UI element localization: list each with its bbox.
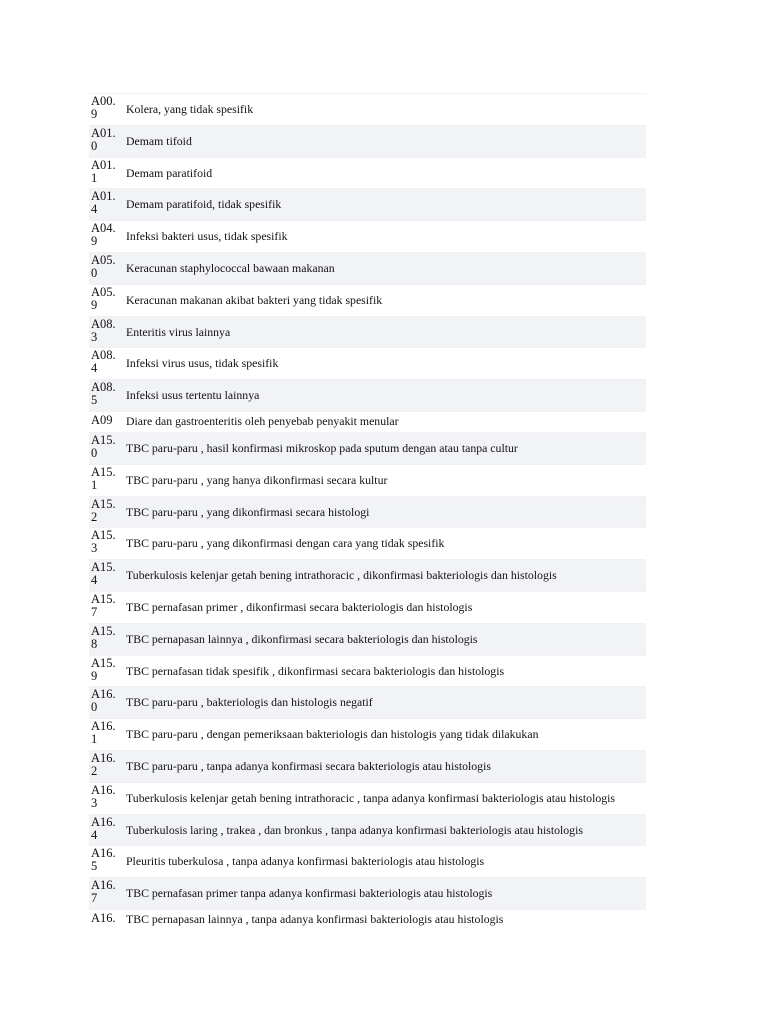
code-cell: [89, 528, 125, 555]
code-cell: [89, 815, 125, 842]
code-cell: [89, 751, 125, 778]
code-cell: [89, 846, 125, 873]
description-cell: Diare dan gastroenteritis oleh penyebab penyakit menular: [126, 413, 399, 428]
table-row: [89, 125, 646, 157]
description-cell: TBC paru-paru , dengan pemeriksaan bakteriologis dan histologis yang tidak dilakukan: [126, 727, 539, 742]
code-cell: [89, 94, 125, 121]
code-cell: [89, 158, 125, 185]
code-cell: [89, 719, 125, 746]
code-cell: [89, 783, 125, 810]
description-cell: Demam paratifoid: [126, 165, 213, 180]
code-cell: [89, 910, 125, 925]
description-cell: TBC pernafasan tidak spesifik , dikonfirmasi secara bakteriologis dan histologis: [126, 663, 505, 678]
table-row: [89, 220, 646, 252]
code-part-a: A08.: [91, 380, 116, 395]
code-part-a: A15.: [91, 591, 116, 606]
code-part-a: A15.: [91, 655, 116, 670]
table-row: [89, 432, 646, 464]
code-part-a: A04.: [91, 221, 116, 236]
code-part-b: 1: [91, 477, 98, 492]
description-cell: Infeksi virus usus, tidak spesifik: [126, 356, 279, 371]
description-cell: Infeksi usus tertentu lainnya: [126, 388, 260, 403]
description-cell: Keracunan makanan akibat bakteri yang tidak spesifik: [126, 292, 383, 307]
description-cell: Tuberkulosis laring , trakea , dan bronkus , tanpa adanya konfirmasi bakteriologis atau histologis: [126, 822, 583, 837]
code-part-b: 4: [91, 202, 98, 217]
code-cell: [89, 412, 125, 427]
code-part-b: 7: [91, 604, 98, 619]
code-part-a: A15.: [91, 623, 116, 638]
code-part-a: A16.: [91, 782, 116, 797]
code-part-b: 3: [91, 795, 98, 810]
description-cell: TBC pernafasan primer , dikonfirmasi secara bakteriologis dan histologis: [126, 599, 473, 614]
code-cell: [89, 380, 125, 407]
table-row: [89, 284, 646, 316]
code-part-a: A16.: [91, 878, 116, 893]
code-part-b: 3: [91, 541, 98, 556]
description-cell: TBC pernapasan lainnya , tanpa adanya konfirmasi bakteriologis atau histologis: [126, 911, 504, 926]
description-cell: Keracunan staphylococcal bawaan makanan: [126, 260, 335, 275]
code-part-b: 9: [91, 297, 98, 312]
table-row: [89, 909, 646, 933]
code-cell: [89, 317, 125, 344]
table-row: [89, 93, 646, 125]
code-part-b: 7: [91, 891, 98, 906]
table-row: [89, 464, 646, 496]
code-cell: [89, 348, 125, 375]
description-cell: Demam paratifoid, tidak spesifik: [126, 197, 282, 212]
code-cell: [89, 592, 125, 619]
code-part-a: A15.: [91, 496, 116, 511]
code-part-a: A16.: [91, 910, 116, 925]
description-cell: Demam tifoid: [126, 133, 192, 148]
code-cell: [89, 433, 125, 460]
description-cell: Tuberkulosis kelenjar getah bening intrathoracic , dikonfirmasi bakteriologis dan histologis: [126, 568, 557, 583]
code-part-b: 0: [91, 265, 98, 280]
table-row: [89, 845, 646, 877]
table-row: [89, 347, 646, 379]
code-cell: [89, 687, 125, 714]
code-part-a: A05.: [91, 252, 116, 267]
code-part-b: 5: [91, 859, 98, 874]
table-row: [89, 782, 646, 814]
description-cell: TBC paru-paru , bakteriologis dan histologis negatif: [126, 695, 373, 710]
code-part-a: A16.: [91, 750, 116, 765]
code-part-b: 0: [91, 700, 98, 715]
table-row: [89, 157, 646, 189]
table-row: [89, 559, 646, 591]
code-part-a: A16.: [91, 814, 116, 829]
code-cell: [89, 221, 125, 248]
code-part-b: 1: [91, 732, 98, 747]
code-part-b: 0: [91, 138, 98, 153]
table-row: [89, 316, 646, 348]
code-part-a: A15.: [91, 560, 116, 575]
code-part-a: A16.: [91, 687, 116, 702]
table-row: [89, 750, 646, 782]
table-row: [89, 411, 646, 432]
code-part-b: 4: [91, 361, 98, 376]
code-part-b: 9: [91, 107, 98, 121]
description-cell: Pleuritis tuberkulosa , tanpa adanya konfirmasi bakteriologis atau histologis: [126, 854, 485, 869]
code-cell: [89, 497, 125, 524]
code-part-a: A16.: [91, 719, 116, 734]
description-cell: TBC paru-paru , hasil konfirmasi mikroskop pada sputum dengan atau tanpa cultur: [126, 440, 518, 455]
code-part-a: A15.: [91, 464, 116, 479]
code-part-a: A15.: [91, 432, 116, 447]
description-cell: Kolera, yang tidak spesifik: [126, 102, 254, 116]
code-part-b: 3: [91, 329, 98, 344]
code-part-a: A01.: [91, 125, 116, 140]
code-part-b: 4: [91, 573, 98, 588]
description-cell: TBC pernafasan primer tanpa adanya konfirmasi bakteriologis atau histologis: [126, 886, 493, 901]
code-part-a: A00.: [91, 94, 116, 108]
table-row: [89, 686, 646, 718]
description-cell: TBC pernapasan lainnya , dikonfirmasi secara bakteriologis dan histologis: [126, 631, 478, 646]
code-part-a: A08.: [91, 348, 116, 363]
table-row: [89, 252, 646, 284]
code-cell: [89, 878, 125, 905]
code-cell: [89, 126, 125, 153]
code-part-a: A01.: [91, 157, 116, 172]
code-part-a: A16.: [91, 846, 116, 861]
code-cell: [89, 285, 125, 312]
code-part-b: 2: [91, 763, 98, 778]
code-part-a: A08.: [91, 316, 116, 331]
code-part-a: A05.: [91, 284, 116, 299]
code-part-b: 8: [91, 636, 98, 651]
table-row: [89, 496, 646, 528]
table-row: [89, 379, 646, 411]
description-cell: TBC paru-paru , tanpa adanya konfirmasi secara bakteriologis atau histologis: [126, 758, 491, 773]
table-row: [89, 814, 646, 846]
table-row: [89, 623, 646, 655]
description-cell: Infeksi bakteri usus, tidak spesifik: [126, 229, 288, 244]
code-cell: [89, 189, 125, 216]
table-row: [89, 655, 646, 687]
code-part-b: 1: [91, 170, 98, 185]
code-part-b: 9: [91, 668, 98, 683]
description-cell: TBC paru-paru , yang hanya dikonfirmasi secara kultur: [126, 472, 388, 487]
table-row: [89, 591, 646, 623]
code-part-a: A09: [91, 412, 113, 427]
code-cell: [89, 253, 125, 280]
code-part-a: A01.: [91, 189, 116, 204]
description-cell: Tuberkulosis kelenjar getah bening intrathoracic , tanpa adanya konfirmasi bakteriologis atau histologis: [126, 790, 616, 805]
code-part-b: 4: [91, 827, 98, 842]
icd-code-table: [89, 93, 646, 933]
table-row: [89, 718, 646, 750]
code-part-a: A15.: [91, 528, 116, 543]
code-part-b: 0: [91, 445, 98, 460]
code-cell: [89, 465, 125, 492]
code-part-b: 5: [91, 393, 98, 408]
code-cell: [89, 656, 125, 683]
description-cell: TBC paru-paru , yang dikonfirmasi secara histologi: [126, 504, 370, 519]
code-cell: [89, 624, 125, 651]
code-cell: [89, 560, 125, 587]
code-part-b: 2: [91, 509, 98, 524]
description-cell: Enteritis virus lainnya: [126, 324, 231, 339]
table-row: [89, 877, 646, 909]
table-row: [89, 188, 646, 220]
table-row: [89, 527, 646, 559]
code-part-b: 9: [91, 234, 98, 249]
description-cell: TBC paru-paru , yang dikonfirmasi dengan cara yang tidak spesifik: [126, 536, 445, 551]
